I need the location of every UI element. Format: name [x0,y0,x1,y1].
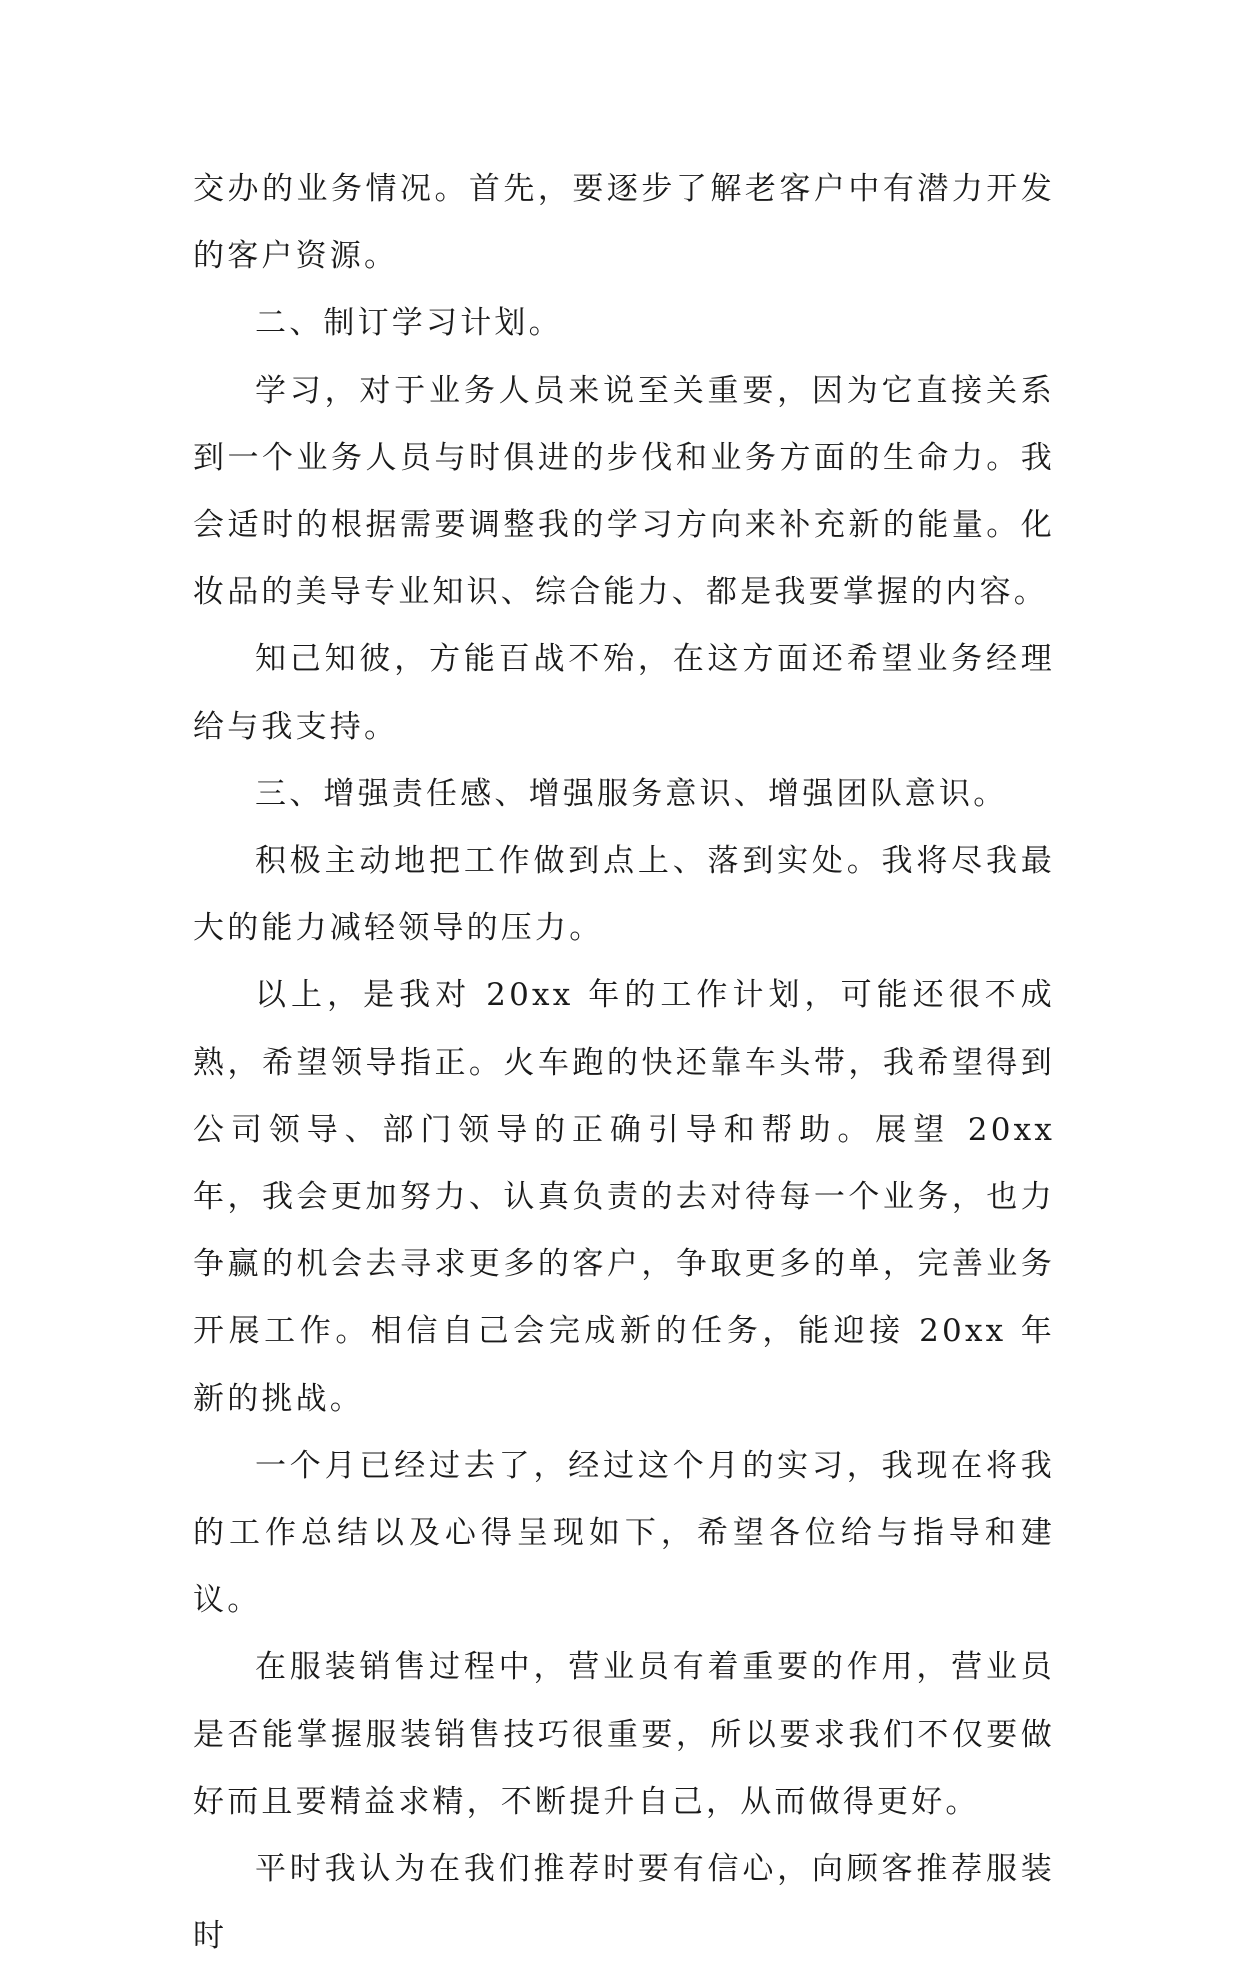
paragraph-9: 在服装销售过程中，营业员有着重要的作用，营业员是否能掌握服装销售技巧很重要，所以要求我们不仅要做好而且要精益求精，不断提升自己，从而做得更好。 [193,1649,1055,1820]
paragraph-4: 知己知彼，方能百战不殆，在这方面还希望业务经理给与我支持。 [193,641,1055,745]
paragraph-7: 以上，是我对 20xx 年的工作计划，可能还很不成熟，希望领导指正。火车跑的快还靠车头带，我希望得到公司领导、部门领导的正确引导和帮助。展望 20xx 年，我会更加努力、认真负责的去对待每一个业务，也力争赢的机会去寻求更多的客户，争取更多的单，完善业务开展工作。相信自己会完成新的任务，能迎接 20xx 年新的挑战。 [193,977,1055,1417]
paragraph-8: 一个月已经过去了，经过这个月的实习，我现在将我的工作总结以及心得呈现如下，希望各位给与指导和建议。 [193,1447,1055,1619]
paragraph-6: 积极主动地把工作做到点上、落到实处。我将尽我最大的能力减轻领导的压力。 [193,843,1055,947]
paragraph-5-heading: 三、增强责任感、增强服务意识、增强团队意识。 [255,775,1008,812]
paragraph-2-heading: 二、制订学习计划。 [255,305,563,342]
document-body [193,156,1055,1970]
paragraph-1: 交办的业务情况。首先，要逐步了解老客户中有潜力开发的客户资源。 [193,171,1055,275]
paragraph-10: 平时我认为在我们推荐时要有信心，向顾客推荐服装时 [193,1851,1055,1955]
paragraph-3: 学习，对于业务人员来说至关重要，因为它直接关系到一个业务人员与时俱进的步伐和业务方面的生命力。我会适时的根据需要调整我的学习方向来补充新的能量。化妆品的美导专业知识、综合能力、都是我要掌握的内容。 [193,372,1055,611]
